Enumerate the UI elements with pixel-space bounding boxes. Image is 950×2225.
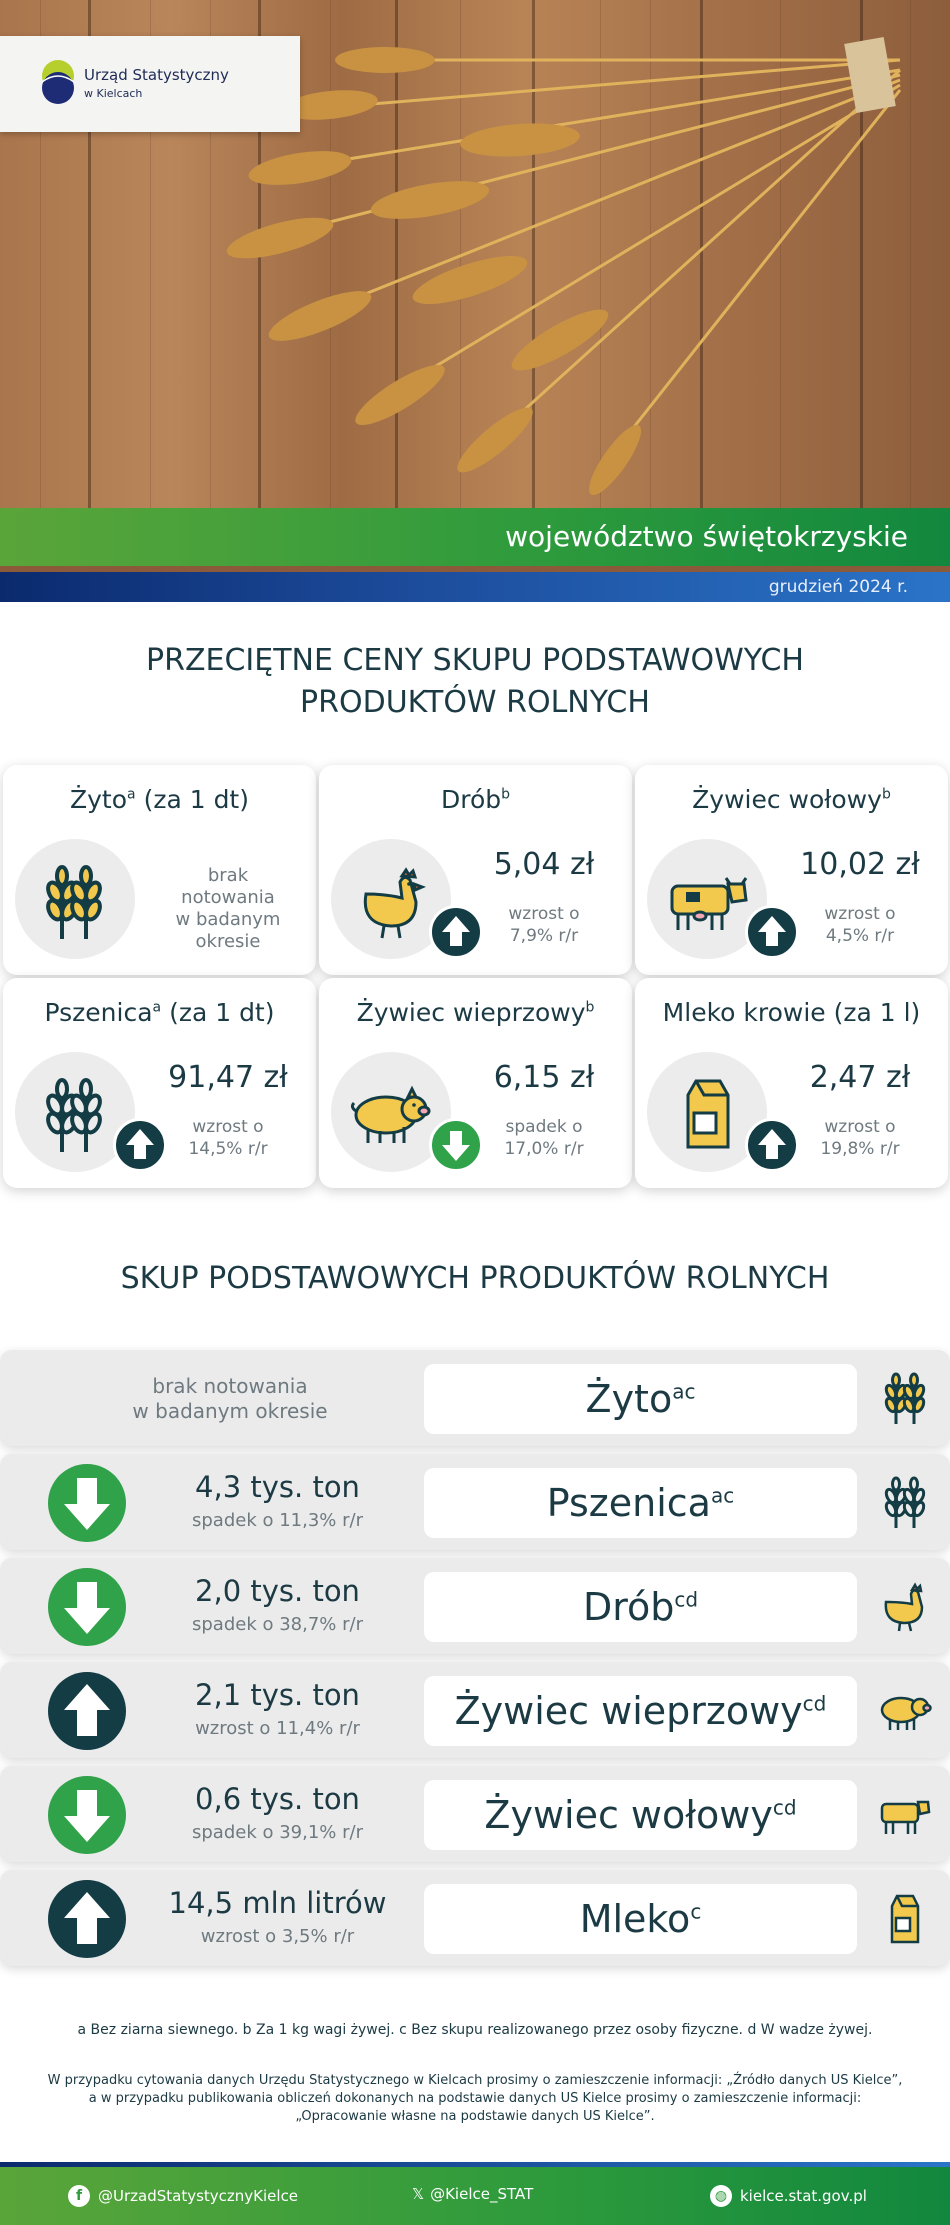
price-value: 5,04 zł	[493, 847, 595, 882]
trend-down-icon	[48, 1464, 126, 1542]
purchase-change: wzrost o 3,5% r/r	[200, 1926, 355, 1947]
purchase-volume: 14,5 mln litrów	[168, 1886, 387, 1920]
facebook-icon: f	[68, 2185, 90, 2207]
prices-title	[0, 640, 950, 724]
logo-name: Urząd Statystyczny	[84, 66, 229, 84]
wheat-icon	[876, 1368, 934, 1426]
logo-box	[0, 36, 300, 132]
facebook-link[interactable]: f @UrzadStatystycznyKielce	[68, 2185, 298, 2207]
price-change: wzrost o 19,8% r/r	[820, 1117, 900, 1159]
purchase-change: spadek o 11,3% r/r	[192, 1510, 363, 1531]
milk-icon	[662, 1067, 752, 1157]
wheat-icon	[876, 1472, 934, 1530]
region-bar	[0, 508, 950, 566]
price-change: spadek o 17,0% r/r	[504, 1117, 584, 1159]
price-card-zywiec-wolowy	[635, 765, 948, 975]
price-card-pszenica	[3, 978, 316, 1188]
product-name: Drób$^{cd}$	[424, 1572, 857, 1642]
logo-city: w Kielcach	[84, 87, 143, 100]
price-card-drob	[319, 765, 632, 975]
product-name: Pszenica$^{ac}$	[424, 1468, 857, 1538]
wheat-icon	[30, 854, 120, 944]
prices-title-line1: PRZECIĘTNE CENY SKUPU PODSTAWOWYCH	[146, 643, 804, 678]
trend-up-icon	[48, 1880, 126, 1958]
price-value: 2,47 zł	[809, 1060, 911, 1095]
purchase-change: wzrost o 11,4% r/r	[195, 1718, 360, 1739]
purchase-volume: 4,3 tys. ton	[195, 1470, 360, 1504]
price-change: wzrost o 14,5% r/r	[188, 1117, 268, 1159]
product-name: Żywiec wołowy$^{cd}$	[424, 1780, 857, 1850]
price-card-mleko	[635, 978, 948, 1188]
price-change: wzrost o 4,5% r/r	[824, 904, 896, 946]
product-name: Żywiec wieprzowy$^{cd}$	[424, 1676, 857, 1746]
purchase-change: spadek o 38,7% r/r	[192, 1614, 363, 1635]
purchase-volume: 2,1 tys. ton	[195, 1678, 360, 1712]
x-icon: 𝕏	[412, 2185, 425, 2203]
chicken-icon	[346, 854, 436, 944]
purchase-row-drob	[0, 1558, 950, 1654]
purchase-volume: 0,6 tys. ton	[195, 1782, 360, 1816]
price-card-zyto	[3, 765, 316, 975]
footer	[0, 2167, 950, 2225]
no-data-note: brak notowania w badanym okresie	[175, 865, 281, 952]
card-title: Żyto$^a$ (za 1 dt)	[70, 785, 249, 814]
date-bar	[0, 572, 950, 602]
citation-note: W przypadku cytowania danych Urzędu Statystycznego w Kielcach prosimy o zamieszczenie informacji: „Źródło danych US Kielce”, a w przypadku publikowania obliczeń dokonanych na podstawie danych US Kielce prosimy o zamieszczenie informacji: „Opracowanie własne na podstawie danych US Kielce”.	[47, 2073, 903, 2124]
product-name: Żyto$^{ac}$	[424, 1364, 857, 1434]
purchase-volume: 2,0 tys. ton	[195, 1574, 360, 1608]
report-date: grudzień 2024 r.	[768, 577, 908, 597]
purchase-change: spadek o 39,1% r/r	[192, 1822, 363, 1843]
price-change: wzrost o 7,9% r/r	[508, 904, 580, 946]
purchase-row-zywiec-wolowy	[0, 1766, 950, 1862]
pig-icon	[346, 1067, 436, 1157]
milk-icon	[876, 1888, 934, 1946]
website-link[interactable]: ◍ kielce.stat.gov.pl	[710, 2185, 867, 2207]
card-title: Żywiec wieprzowy$^b$	[356, 998, 595, 1027]
chicken-icon	[876, 1576, 934, 1634]
wheat-icon	[30, 1067, 120, 1157]
pig-icon	[876, 1680, 934, 1738]
product-name: Mleko$^c$	[424, 1884, 857, 1954]
purchase-row-zywiec-wieprzowy	[0, 1662, 950, 1758]
globe-icon: ◍	[710, 2185, 732, 2207]
price-value: 10,02 zł	[800, 847, 920, 882]
logo-icon	[40, 56, 76, 108]
purchase-row-pszenica	[0, 1454, 950, 1550]
x-link[interactable]: 𝕏 @Kielce_STAT	[412, 2185, 534, 2203]
price-value: 91,47 zł	[168, 1060, 288, 1095]
purchase-title: SKUP PODSTAWOWYCH PRODUKTÓW ROLNYCH	[120, 1261, 830, 1296]
footnote-legend: a Bez ziarna siewnego. b Za 1 kg wagi żywej. c Bez skupu realizowanego przez osoby fizyczne. d W wadze żywej.	[77, 2022, 873, 2038]
card-title: Żywiec wołowy$^b$	[692, 785, 891, 814]
cow-icon	[868, 1784, 938, 1842]
card-title: Drób$^b$	[440, 785, 511, 814]
prices-title-line2: PRODUKTÓW ROLNYCH	[300, 685, 650, 720]
trend-up-icon	[48, 1672, 126, 1750]
card-title: Mleko krowie (za 1 l)	[662, 998, 921, 1027]
price-card-zywiec-wieprzowy	[319, 978, 632, 1188]
cow-icon	[662, 854, 752, 944]
price-value: 6,15 zł	[493, 1060, 595, 1095]
region-name: województwo świętokrzyskie	[505, 520, 908, 553]
trend-down-icon	[48, 1776, 126, 1854]
purchase-row-zyto	[0, 1350, 950, 1446]
purchase-row-mleko	[0, 1870, 950, 1966]
trend-down-icon	[48, 1568, 126, 1646]
card-title: Pszenica$^a$ (za 1 dt)	[44, 998, 275, 1027]
no-data-note: brak notowania w badanym okresie	[132, 1374, 328, 1423]
